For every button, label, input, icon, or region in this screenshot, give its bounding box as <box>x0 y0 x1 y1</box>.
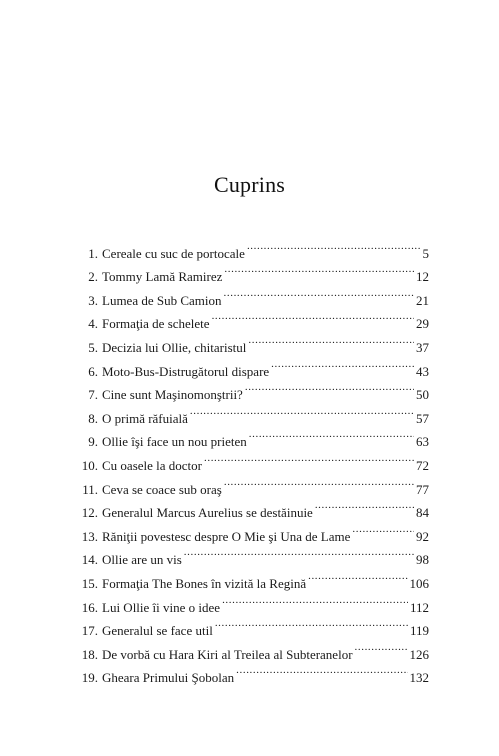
dot-leader <box>222 588 408 612</box>
chapter-title: Generalul se face util <box>102 623 213 639</box>
toc-entry <box>64 234 429 261</box>
chapter-title: Lumea de Sub Camion <box>102 292 222 308</box>
chapter-number: 4. <box>88 316 98 332</box>
chapter-title: Răniţii povestesc despre O Mie şi Una de Lame <box>102 528 351 544</box>
dot-leader <box>184 541 414 565</box>
chapter-number: 8. <box>88 410 98 426</box>
page-number: 5 <box>422 245 429 261</box>
page-number: 98 <box>416 552 429 568</box>
chapter-number: 2. <box>88 269 98 285</box>
chapter-title: Formaţia de schelete <box>102 316 210 332</box>
dot-leader <box>224 470 414 494</box>
chapter-title: Formaţia The Bones în vizită la Regină <box>102 575 307 591</box>
page-number: 77 <box>416 481 429 497</box>
dot-leader <box>245 376 414 400</box>
chapter-number: 14. <box>81 552 98 568</box>
chapter-title: Moto-Bus-Distrugătorul dispare <box>102 363 270 379</box>
dot-leader <box>315 494 414 518</box>
page-number: 132 <box>409 670 429 686</box>
chapter-title: Tommy Lamă Ramirez <box>102 269 223 285</box>
chapter-title: Cu oasele la doctor <box>102 457 202 473</box>
dot-leader <box>249 423 414 447</box>
chapter-number: 17. <box>81 623 98 639</box>
dot-leader <box>215 612 408 636</box>
dot-leader <box>224 258 414 282</box>
dot-leader <box>355 635 408 659</box>
chapter-number: 18. <box>81 646 98 662</box>
dot-leader <box>308 564 407 588</box>
dot-leader <box>271 352 414 376</box>
chapter-title: Decizia lui Ollie, chitaristul <box>102 339 247 355</box>
chapter-number: 5. <box>88 339 98 355</box>
page-number: 119 <box>409 623 429 639</box>
page-number: 57 <box>416 410 429 426</box>
chapter-number: 16. <box>81 599 98 615</box>
chapter-number: 15. <box>81 575 98 591</box>
chapter-number: 19. <box>81 670 98 686</box>
chapter-number: 1. <box>88 245 98 261</box>
chapter-title: O primă răfuială <box>102 410 188 426</box>
page-number: 21 <box>416 292 429 308</box>
page-title: Cuprins <box>213 172 286 197</box>
page-number: 106 <box>409 575 429 591</box>
chapter-title: De vorbă cu Hara Kiri al Treilea al Subteranelor <box>102 646 353 662</box>
page-number: 63 <box>416 434 429 450</box>
table-of-contents <box>64 234 429 686</box>
dot-leader <box>248 328 414 352</box>
page-number: 37 <box>416 339 429 355</box>
chapter-number: 6. <box>88 363 98 379</box>
chapter-title: Cine sunt Maşinomonştrii? <box>102 387 243 403</box>
page-number: 72 <box>416 457 429 473</box>
chapter-number: 10. <box>81 457 98 473</box>
chapter-title: Cereale cu suc de portocale <box>102 245 245 261</box>
chapter-title: Lui Ollie îi vine o idee <box>102 599 221 615</box>
page-number: 84 <box>416 505 429 521</box>
page-number: 43 <box>416 363 429 379</box>
chapter-title: Ollie îşi face un nou prieten <box>102 434 247 450</box>
dot-leader <box>224 281 414 305</box>
chapter-title: Generalul Marcus Aurelius se destăinuie <box>102 505 313 521</box>
chapter-title: Gheara Primului Şobolan <box>102 670 235 686</box>
chapter-number: 7. <box>88 387 98 403</box>
chapter-number: 3. <box>88 292 98 308</box>
chapter-number: 11. <box>82 481 98 497</box>
dot-leader <box>247 234 421 258</box>
dot-leader <box>212 305 414 329</box>
dot-leader <box>190 399 414 423</box>
dot-leader <box>204 446 414 470</box>
dot-leader <box>352 517 414 541</box>
chapter-number: 13. <box>81 528 98 544</box>
dot-leader <box>236 659 407 683</box>
page-number: 29 <box>416 316 429 332</box>
page-number: 12 <box>416 269 429 285</box>
page-number: 126 <box>409 646 429 662</box>
page-number: 92 <box>416 528 429 544</box>
chapter-number: 9. <box>88 434 98 450</box>
page-number: 112 <box>409 599 429 615</box>
chapter-number: 12. <box>81 505 98 521</box>
chapter-title: Ollie are un vis <box>102 552 182 568</box>
chapter-title: Ceva se coace sub oraş <box>102 481 222 497</box>
page-number: 50 <box>416 387 429 403</box>
